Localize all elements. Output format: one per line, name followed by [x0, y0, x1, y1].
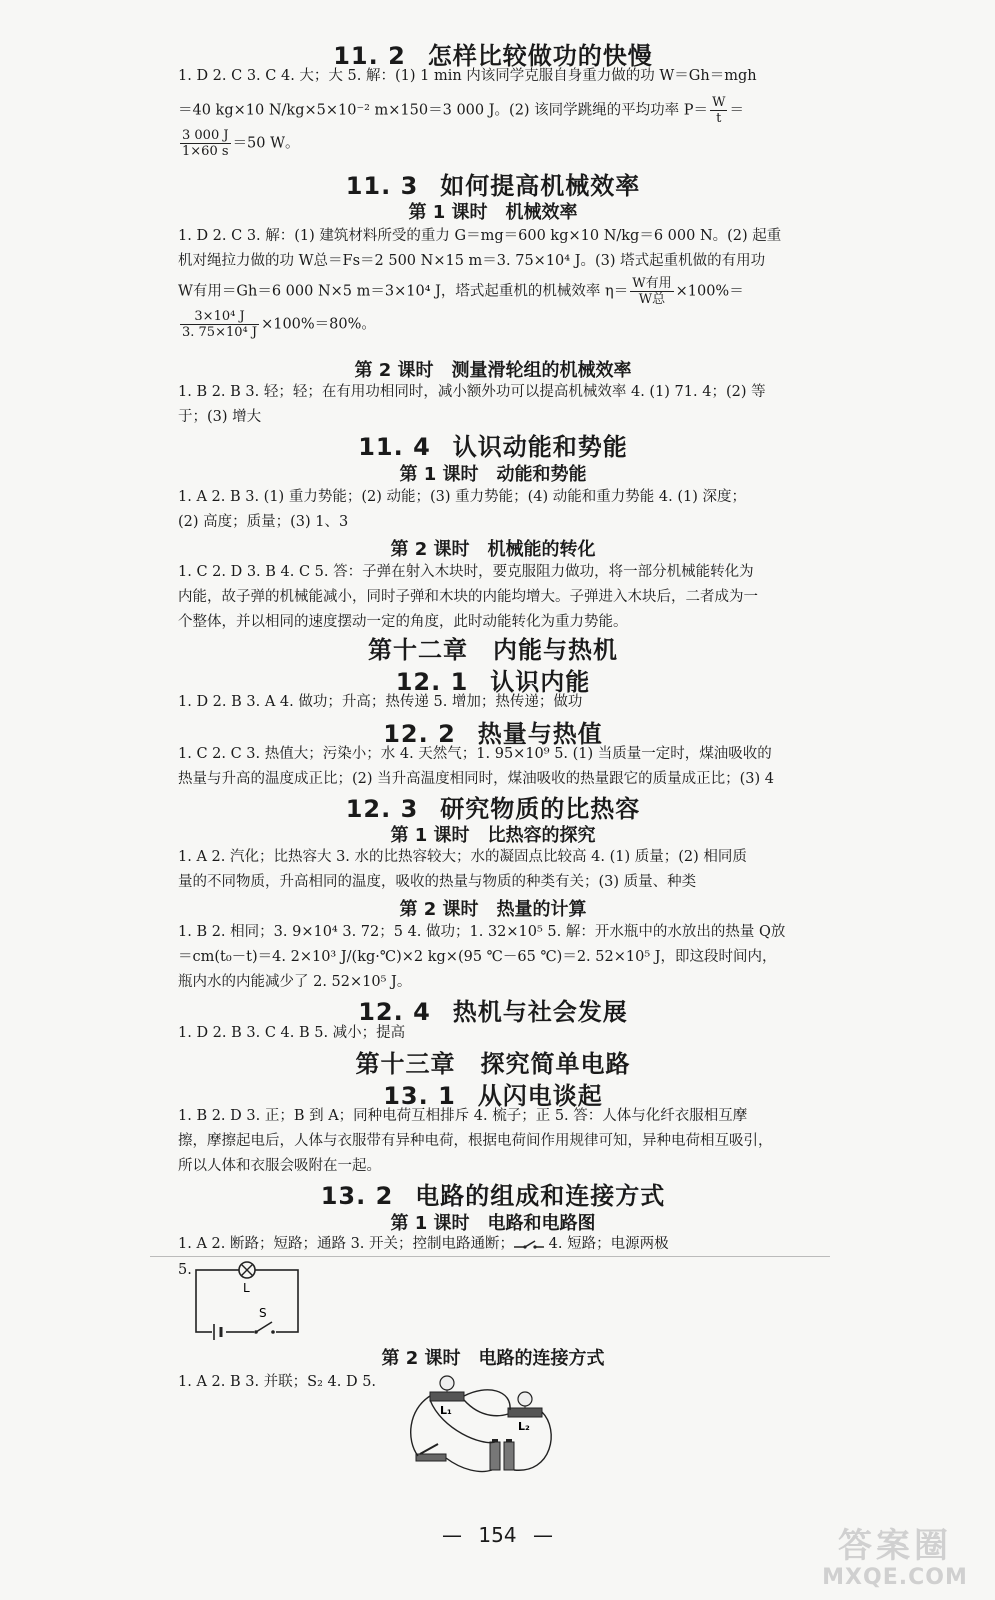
lesson-title: 第 1 课时 动能和势能	[399, 464, 587, 485]
answer-line	[178, 276, 808, 307]
answers-11-4-lesson-2	[178, 560, 808, 635]
section-name: 从闪电谈起	[477, 1082, 603, 1110]
answers-11-2	[178, 64, 808, 159]
answer-text: ＝	[729, 102, 744, 119]
answer-line: 热量与升高的温度成正比；(2) 当升高温度相同时，煤油吸收的热量跟它的质量成正比；(3) 4	[178, 771, 775, 787]
answer-line: 瓶内水的内能减少了 2. 52×10⁵ J。	[178, 974, 412, 990]
answers-12-3-lesson-2	[178, 920, 808, 995]
fraction-denominator: 1×60 s	[182, 144, 229, 159]
fraction	[710, 95, 727, 126]
section-number: 12. 1	[395, 668, 469, 696]
l2-label: L₂	[518, 1420, 530, 1433]
lesson-title: 第 2 课时 电路的连接方式	[381, 1348, 605, 1369]
answers-11-3-lesson-2	[178, 380, 808, 430]
fraction-numerator: W有用	[632, 276, 672, 291]
section-name: 怎样比较做功的快慢	[427, 42, 653, 70]
circuit-diagram	[192, 1258, 312, 1340]
section-number: 13. 2	[320, 1182, 394, 1210]
fraction	[180, 309, 259, 340]
section-number: 11. 4	[358, 433, 431, 461]
answer-line: 擦，摩擦起电后，人体与衣服带有异种电荷，根据电荷间作用规律可知，异种电荷相互吸引，	[178, 1133, 773, 1149]
answer-line: 1. A 2. B 3. 并联；S₂ 4. D 5.	[178, 1374, 377, 1390]
answers-13-2-lesson-1	[178, 1232, 808, 1257]
answer-line	[178, 128, 808, 159]
section-number: 12. 2	[383, 720, 456, 748]
lesson-title: 第 1 课时 机械效率	[408, 202, 578, 223]
answer-line: 1. A 2. 汽化；比热容大 3. 水的比热容较大；水的凝固点比较高 4. (1) 质量；(2) 相同质	[178, 849, 747, 865]
page-dash: —	[442, 1523, 463, 1547]
section-name: 电路的组成和连接方式	[415, 1182, 666, 1210]
answer-line: 5.	[178, 1262, 192, 1278]
answer-line: 1. D 2. B 3. C 4. B 5. 减小；提高	[178, 1025, 406, 1041]
switch-label: S	[259, 1306, 267, 1320]
lamp-label: L	[243, 1281, 250, 1295]
section-name: 认识动能和势能	[452, 433, 628, 461]
fraction-numerator: 3×10⁴ J	[180, 309, 259, 325]
answer-line: 机对绳拉力做的功 W总＝Fs＝2 500 N×15 m＝3. 75×10⁴ J。(3) 塔式起重机做的有用功	[178, 253, 766, 269]
fraction-denominator: 3. 75×10⁴ J	[182, 325, 258, 340]
lesson-title: 第 2 课时 测量滑轮组的机械效率	[354, 360, 632, 381]
fraction-numerator: W	[712, 95, 726, 110]
answer-line: 量的不同物质，升高相同的温度，吸收的热量与物质的种类有关；(3) 质量、种类	[178, 874, 697, 890]
section-title-12-3	[178, 789, 808, 824]
section-number: 11. 3	[345, 172, 419, 200]
answer-text: W有用＝Gh＝6 000 N×5 m＝3×10⁴ J，塔式起重机的机械效率 η＝	[178, 283, 629, 300]
lesson-title: 第 2 课时 机械能的转化	[390, 539, 596, 560]
fraction	[180, 128, 231, 159]
answer-line: 1. D 2. C 3. 解：(1) 建筑材料所受的重力 G＝mg＝600 kg×10 N/kg＝6 000 N。(2) 起重	[178, 228, 782, 244]
section-name: 热机与社会发展	[452, 998, 628, 1026]
answer-text: ×100%＝80%。	[261, 316, 376, 333]
section-name: 如何提高机械效率	[440, 172, 641, 200]
page-dash: —	[532, 1523, 553, 1547]
answer-line: ＝cm(t₀－t)＝4. 2×10³ J/(kg·℃)×2 kg×(95 ℃－65 ℃)＝2. 52×10⁵ J，即这段时间内，	[178, 949, 777, 965]
answer-line: 所以人体和衣服会吸附在一起。	[178, 1158, 381, 1174]
section-name: 研究物质的比热容	[440, 795, 641, 823]
answer-line: 内能，故子弹的机械能减小，同时子弹和木块的内能均增大。子弹进入木块后，二者成为一	[178, 589, 758, 605]
section-name: 认识内能	[490, 668, 591, 696]
lesson-title: 第 1 课时 比热容的探究	[390, 825, 596, 846]
answer-text: ＝50 W。	[232, 135, 300, 152]
answers-11-3-lesson-1	[178, 224, 808, 340]
answer-line: 1. C 2. C 3. 热值大；污染小；水 4. 天然气；1. 95×10⁹ 5. (1) 当质量一定时，煤油吸收的	[178, 746, 772, 762]
answer-line: 个整体，并以相同的速度摆动一定的角度，此时动能转化为重力势能。	[178, 614, 628, 630]
section-number: 12. 4	[358, 998, 431, 1026]
switch-symbol	[514, 1237, 544, 1251]
answers-13-1	[178, 1104, 808, 1179]
fraction-denominator: t	[716, 111, 722, 126]
answer-line: 1. A 2. B 3. (1) 重力势能；(2) 动能；(3) 重力势能；(4) 动能和重力势能 4. (1) 深度；	[178, 489, 746, 505]
lesson-title: 第 2 课时 热量的计算	[399, 899, 587, 920]
answers-11-4-lesson-1	[178, 485, 808, 535]
answer-line: 1. B 2. D 3. 正；B 到 A；同种电荷互相排斥 4. 梳子；正 5. 答：人体与化纤衣服相互摩	[178, 1108, 748, 1124]
answers-12-3-lesson-1	[178, 845, 808, 895]
answers-12-1	[178, 690, 808, 715]
section-number: 12. 3	[345, 795, 419, 823]
watermark-url: MXQE.COM	[822, 1565, 968, 1590]
fraction	[630, 276, 673, 307]
section-number: 11. 2	[333, 42, 406, 70]
answer-line: 1. C 2. D 3. B 4. C 5. 答：子弹在射入木块时，要克服阻力做功，将一部分机械能转化为	[178, 564, 754, 580]
answer-line	[178, 95, 808, 126]
section-title-13-2	[178, 1176, 808, 1211]
answer-line: 1. D 2. C 3. C 4. 大；大 5. 解：(1) 1 min 内该同学克服自身重力做的功 W＝Gh＝mgh	[178, 68, 757, 84]
section-title-11-4	[178, 427, 808, 462]
watermark-text: 答案圈	[838, 1526, 952, 1566]
l1-label: L₁	[440, 1404, 452, 1417]
answer-text: 1. A 2. 断路；短路；通路 3. 开关；控制电路通断；	[178, 1236, 515, 1252]
chapter-title-13: 第十三章 探究简单电路	[355, 1050, 631, 1078]
watermark-logo	[810, 1526, 980, 1596]
answer-line	[178, 1232, 808, 1257]
divider	[150, 1256, 830, 1257]
answer-line: 于；(3) 增大	[178, 409, 262, 425]
section-name: 热量与热值	[477, 720, 603, 748]
answer-line: 1. B 2. 相同；3. 9×10⁴ 3. 72；5 4. 做功；1. 32×10⁵ 5. 解：开水瓶中的水放出的热量 Q放	[178, 924, 786, 940]
answer-text: ＝40 kg×10 N/kg×5×10⁻² m×150＝3 000 J。(2) 该同学跳绳的平均功率 P＝	[178, 102, 709, 119]
lesson-title: 第 1 课时 电路和电路图	[390, 1213, 596, 1234]
answers-12-2	[178, 742, 808, 792]
chapter-title-12: 第十二章 内能与热机	[368, 636, 618, 664]
answer-text: 4. 短路；电源两极	[544, 1236, 669, 1252]
parallel-circuit-sketch	[402, 1370, 562, 1488]
answers-12-4	[178, 1021, 808, 1046]
section-number: 13. 1	[383, 1082, 456, 1110]
page-number-value: 154	[478, 1523, 517, 1547]
answer-line: 1. B 2. B 3. 轻；轻；在有用功相同时，减小额外功可以提高机械效率 4. (1) 71. 4；(2) 等	[178, 384, 766, 400]
answer-line: 1. D 2. B 3. A 4. 做功；升高；热传递 5. 增加；热传递；做功	[178, 694, 583, 710]
fraction-numerator: 3 000 J	[182, 128, 229, 143]
answer-line: (2) 高度；质量；(3) 1、3	[178, 514, 349, 530]
answer-text: ×100%＝	[675, 283, 744, 300]
fraction-denominator: W总	[638, 292, 666, 307]
section-title-11-3	[178, 166, 808, 201]
answer-line	[178, 309, 808, 340]
